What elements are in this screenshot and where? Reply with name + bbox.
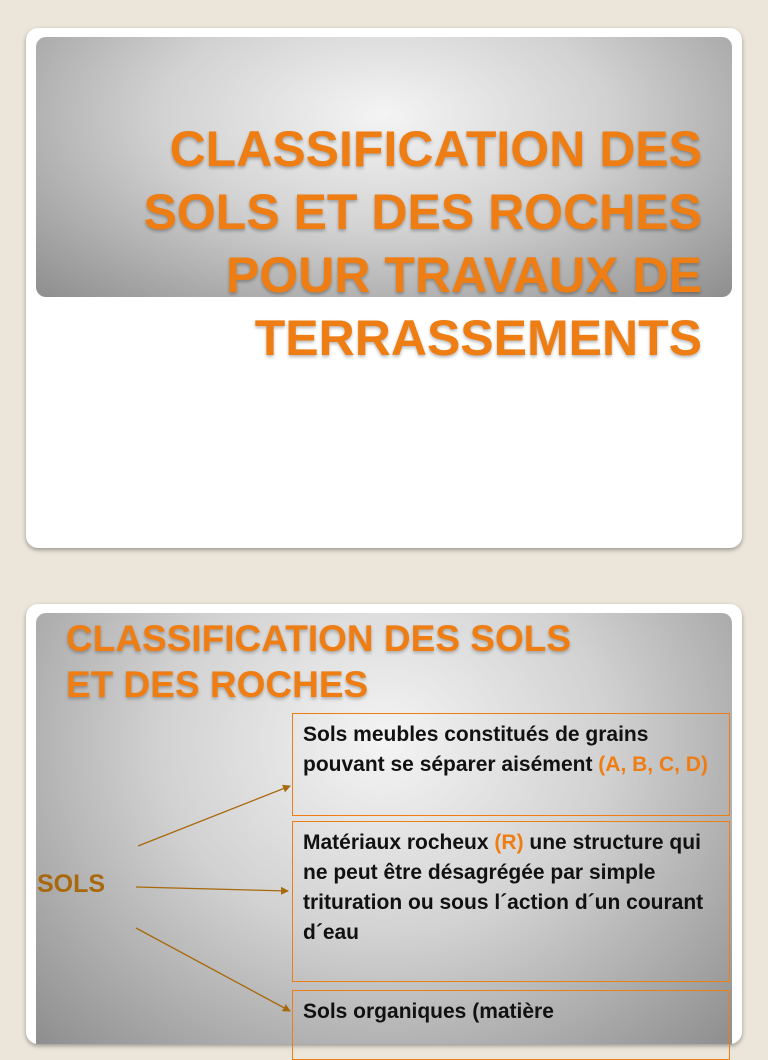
box-materiaux-rocheux-text: Matériaux rocheux	[303, 831, 495, 854]
sols-label: SOLS	[37, 870, 106, 898]
title-line-4: TERRASSEMENTS	[254, 310, 702, 366]
box-sols-organiques	[292, 990, 730, 1060]
title-line-1: CLASSIFICATION DES	[169, 121, 702, 177]
box-materiaux-rocheux	[292, 821, 730, 982]
box-sols-meubles-text: Sols meubles constitués de grains pouvant se séparer aisément	[303, 723, 649, 776]
box-materiaux-rocheux-class: (R)	[494, 831, 524, 854]
title-line-3: POUR TRAVAUX DE	[226, 247, 702, 303]
title-line-2: SOLS ET DES ROCHES	[143, 184, 702, 240]
box-sols-meubles-classes: (A, B, C, D)	[598, 753, 708, 776]
box-materiaux-rocheux-desc: une structure qui ne peut être désagrégée par simple trituration ou sous l´action d´un courant d´eau	[303, 831, 704, 944]
arrow-to-sols-organiques	[136, 928, 290, 1011]
heading-line-1: CLASSIFICATION DES SOLS	[66, 618, 572, 659]
title-slide	[26, 28, 742, 548]
classification-slide	[26, 604, 742, 1044]
arrow-to-sols-meubles	[138, 786, 290, 846]
arrow-to-materiaux-rocheux	[136, 887, 288, 891]
box-sols-meubles	[292, 713, 730, 816]
box-sols-organiques-text: Sols organiques (matière	[303, 1000, 554, 1023]
heading-line-2: ET DES ROCHES	[66, 664, 369, 705]
